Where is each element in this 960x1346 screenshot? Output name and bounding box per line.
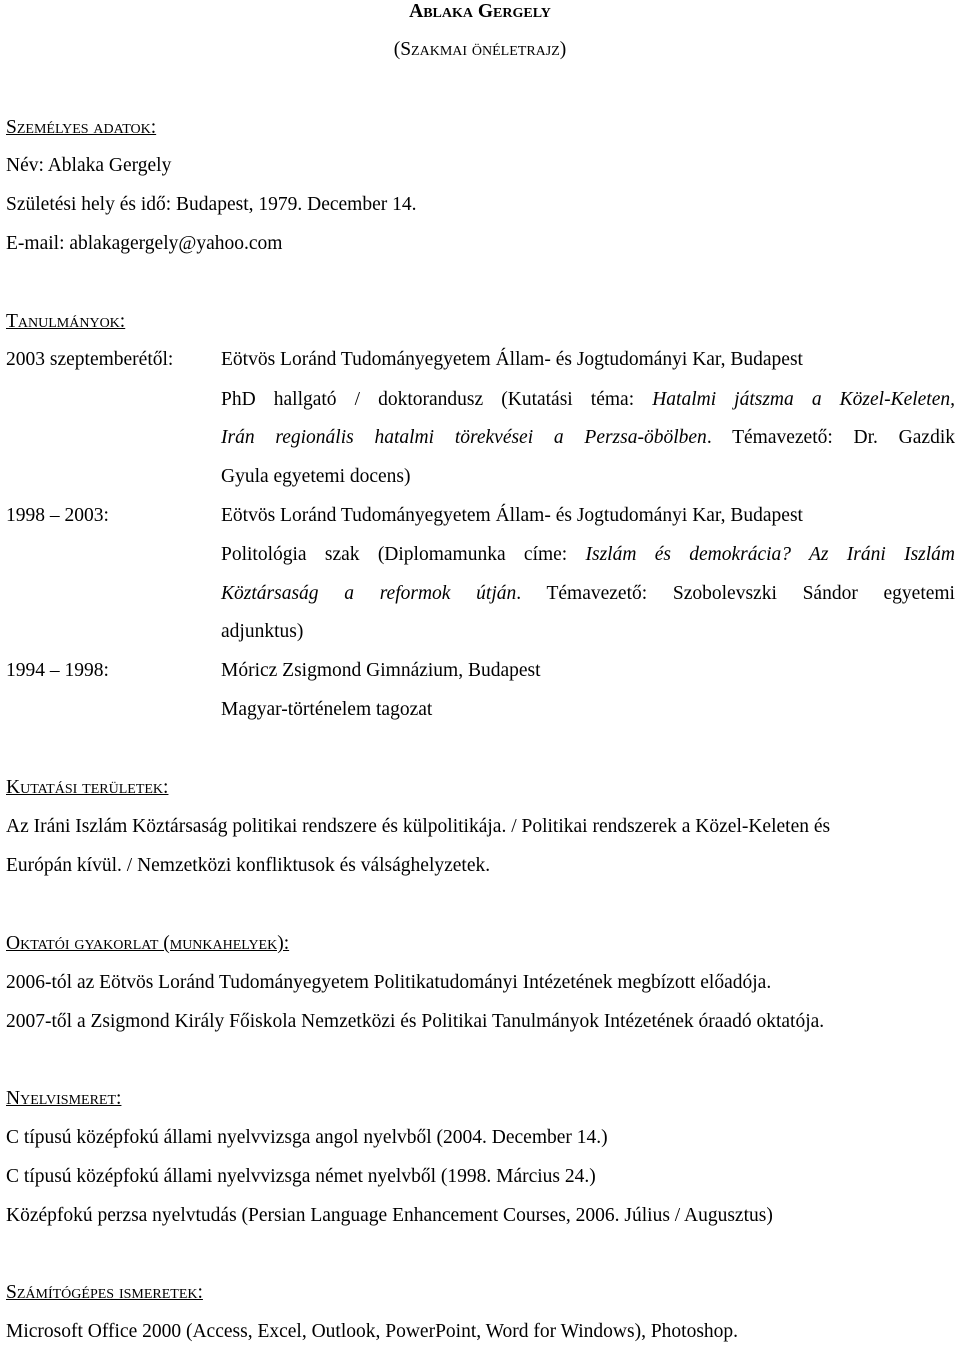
study-period: 1998 – 2003: (6, 505, 109, 526)
study-topic-italic: Hatalmi játszma a Közel-Keleten, (652, 389, 956, 410)
study-period: 2003 szeptemberétől: (6, 349, 174, 370)
study-description-text: . Témavezető: Dr. Gazdik (706, 427, 955, 448)
thesis-title-italic: Iszlám és demokrácia? Az Iráni Iszlám (585, 544, 955, 565)
studies-heading: Tanulmányok: (6, 311, 126, 332)
teaching-line: 2007-től a Zsigmond Király Főiskola Nemzetközi és Politikai Tanulmányok Intézetének óraadó oktatója. (6, 1011, 825, 1032)
study-description-line (221, 426, 955, 450)
computer-line: Microsoft Office 2000 (Access, Excel, Outlook, PowerPoint, Word for Windows), Photoshop. (6, 1321, 739, 1342)
language-line: C típusú középfokú állami nyelvvizsga angol nyelvből (2004. December 14.) (6, 1127, 608, 1148)
thesis-title-italic: Köztársaság a reformok útján (221, 583, 517, 604)
study-description-text: Politológia szak (Diplomamunka címe: (221, 544, 586, 565)
languages-heading: Nyelvismeret: (6, 1088, 122, 1109)
computer-heading: Számítógépes ismeretek: (6, 1282, 203, 1303)
teaching-heading: Oktatói gyakorlat (munkahelyek): (6, 933, 290, 954)
document-title: Ablaka Gergely (409, 1, 551, 22)
study-institution: Móricz Zsigmond Gimnázium, Budapest (221, 660, 541, 681)
study-description-text: PhD hallgató / doktorandusz (Kutatási téma: (221, 389, 653, 410)
research-line: Az Iráni Iszlám Köztársaság politikai rendszere és külpolitikája. / Politikai rendszerek a Közel-Keleten és (6, 816, 831, 837)
study-description-text: . Témavezető: Szobolevszki Sándor egyetemi (516, 583, 955, 604)
study-description-line (221, 388, 955, 412)
document-subtitle: (Szakmai önéletrajz) (393, 39, 567, 60)
study-description-line: adjunktus) (221, 621, 304, 642)
study-topic-italic: Irán regionális hatalmi törekvései a Perzsa-öbölben (221, 427, 707, 448)
study-description-line: Gyula egyetemi docens) (221, 466, 411, 487)
study-institution: Eötvös Loránd Tudományegyetem Állam- és Jogtudományi Kar, Budapest (221, 505, 803, 526)
personal-heading: Személyes adatok: (6, 117, 157, 138)
study-description-line (221, 582, 955, 606)
study-description-line: Magyar-történelem tagozat (221, 699, 433, 720)
study-description-line (221, 543, 955, 567)
personal-birth: Születési hely és idő: Budapest, 1979. December 14. (6, 194, 417, 215)
teaching-line: 2006-tól az Eötvös Loránd Tudományegyetem Politikatudományi Intézetének megbízott előadója. (6, 972, 772, 993)
personal-name: Név: Ablaka Gergely (6, 155, 172, 176)
research-line: Európán kívül. / Nemzetközi konfliktusok és válsághelyzetek. (6, 855, 491, 876)
study-institution: Eötvös Loránd Tudományegyetem Állam- és Jogtudományi Kar, Budapest (221, 349, 803, 370)
personal-email: E-mail: ablakagergely@yahoo.com (6, 233, 283, 254)
research-heading: Kutatási területek: (6, 777, 169, 798)
language-line: Középfokú perzsa nyelvtudás (Persian Language Enhancement Courses, 2006. Július / Augusztus) (6, 1205, 773, 1226)
study-period: 1994 – 1998: (6, 660, 109, 681)
language-line: C típusú középfokú állami nyelvvizsga német nyelvből (1998. Március 24.) (6, 1166, 596, 1187)
